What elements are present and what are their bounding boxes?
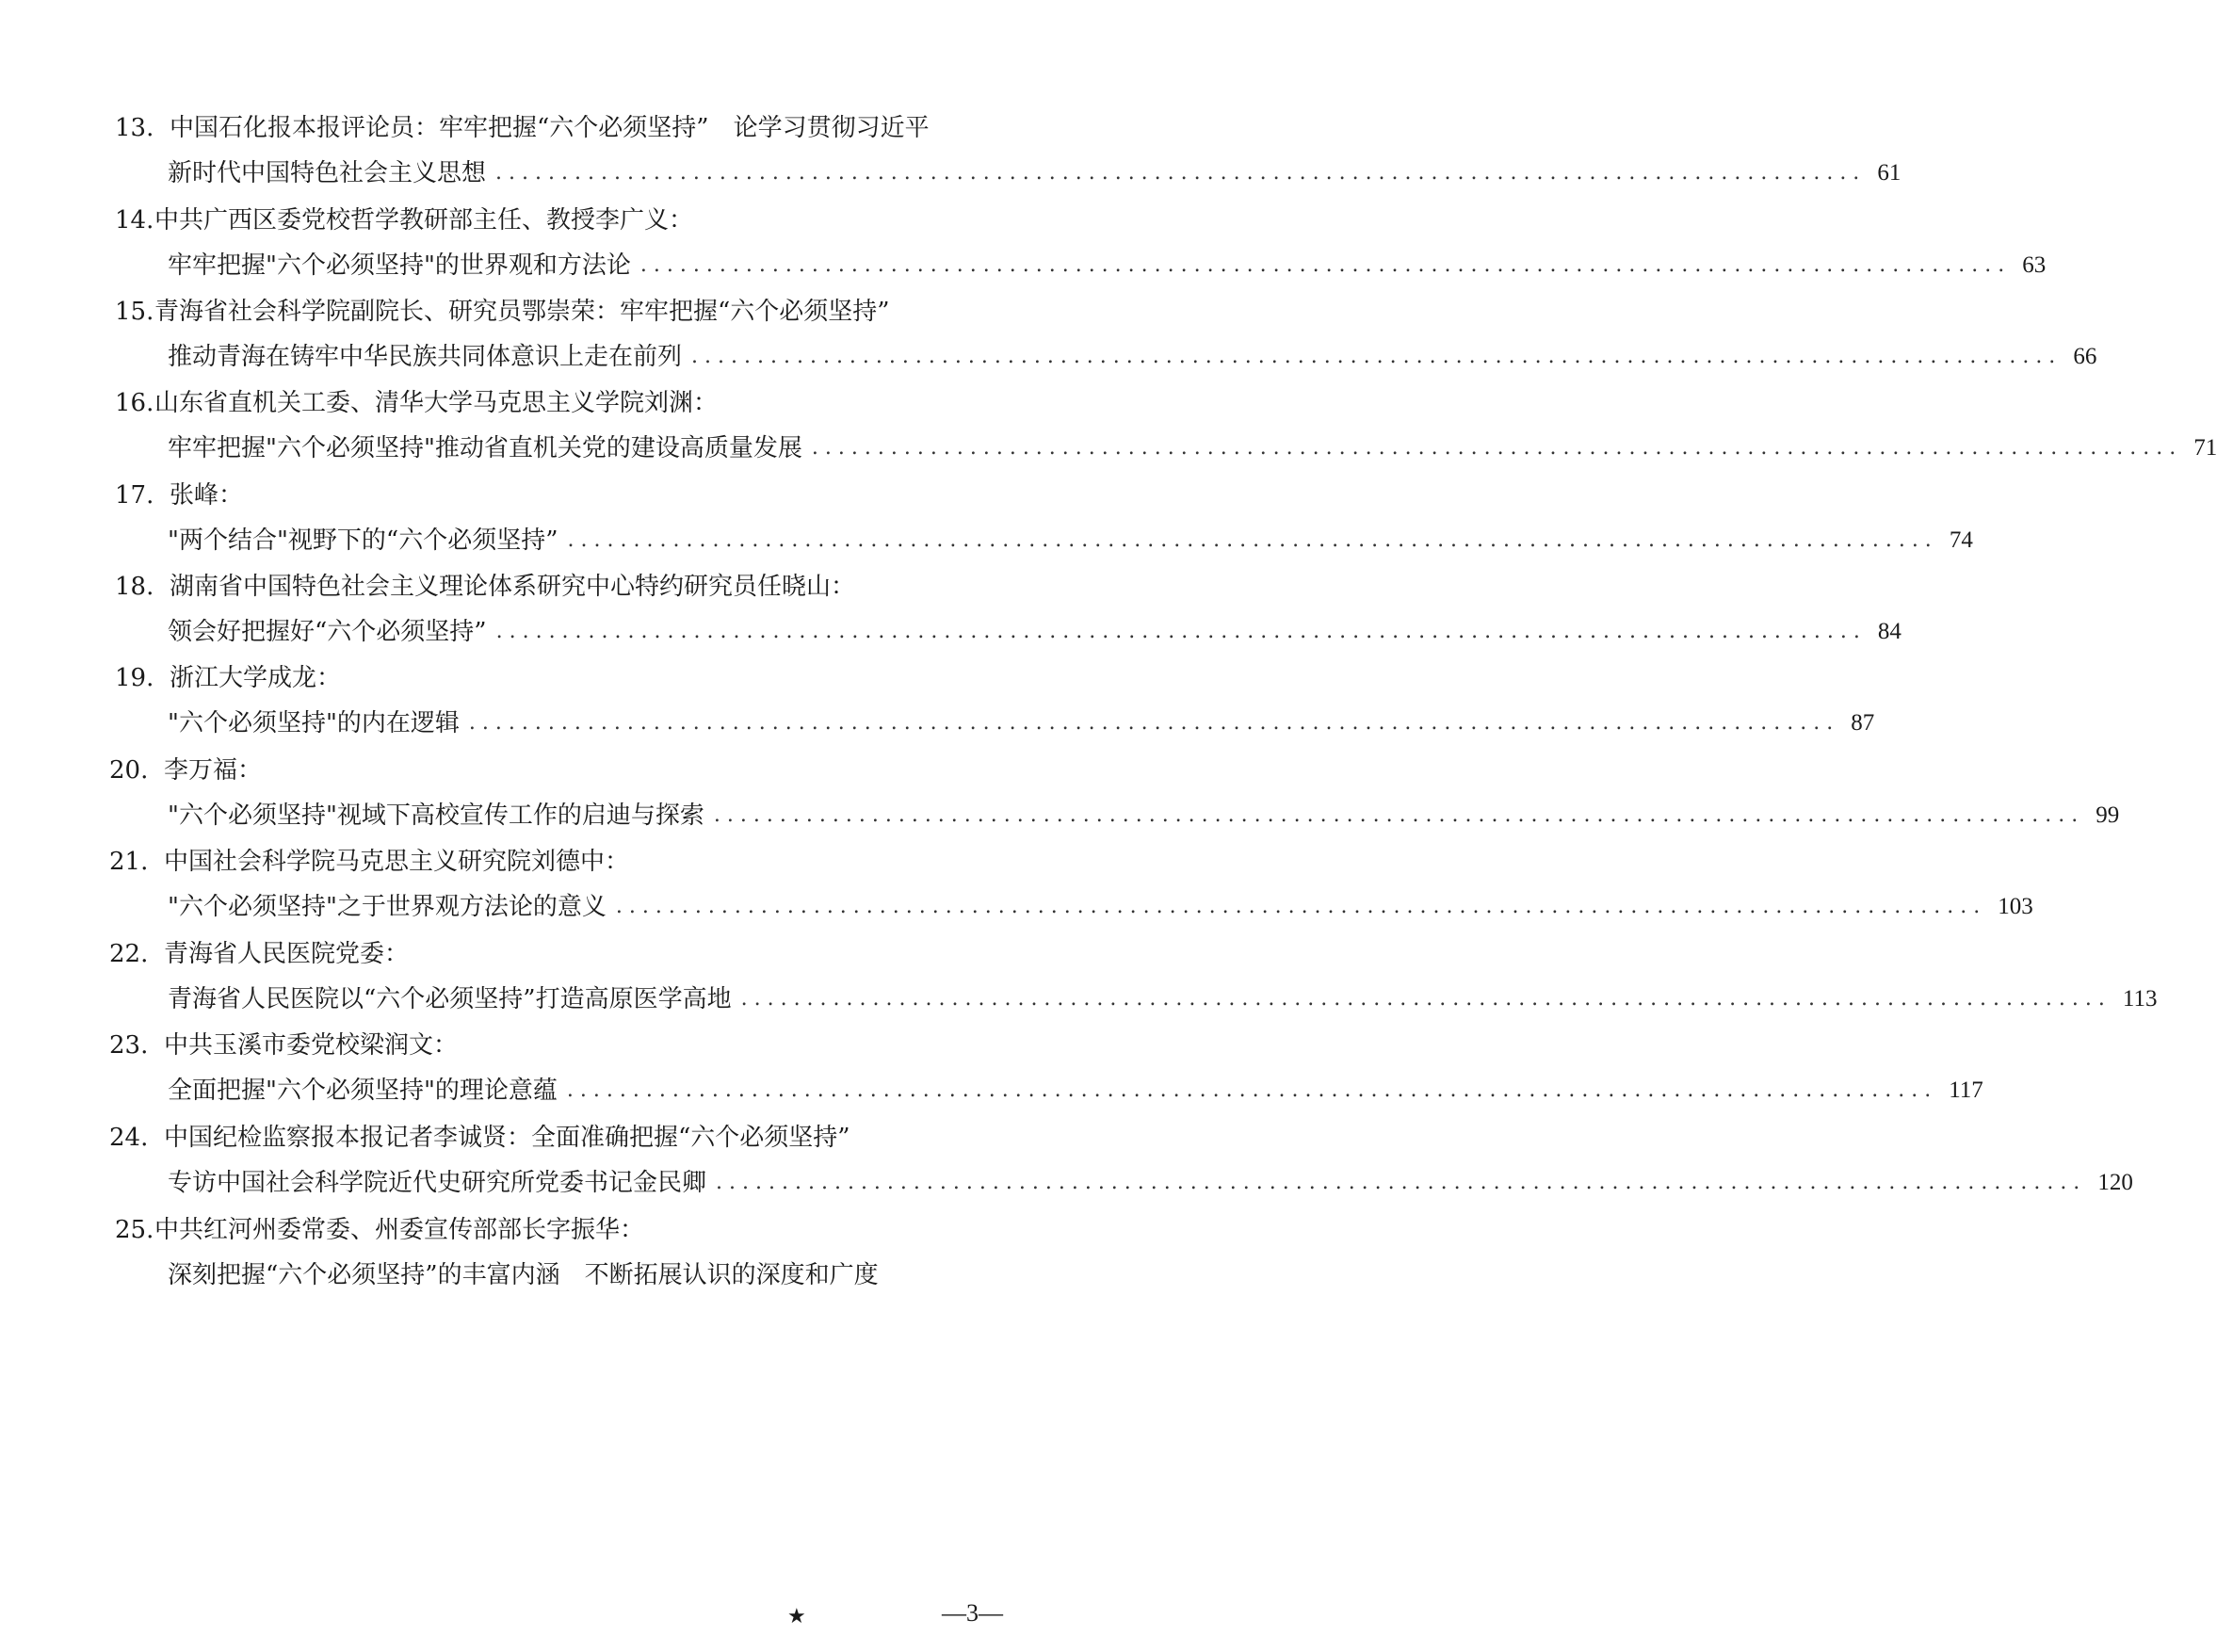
entry-author: 中国石化报本报评论员：牢牢把握“六个必须坚持” 论学习贯彻习近平 — [170, 114, 930, 142]
toc-entry-16-title[interactable] — [168, 429, 2217, 467]
entry-title: 专访中国社会科学院近代史研究所党委书记金民卿 — [168, 1169, 707, 1197]
page-number: —3— — [942, 1599, 1003, 1627]
toc-entry-17-title[interactable] — [168, 522, 1973, 559]
dot-leader: ........................................................................................................ — [566, 1078, 1938, 1102]
toc-entry-13-heading — [115, 109, 1057, 147]
entry-page-number: 61 — [1877, 160, 1901, 186]
toc-entry-23-title[interactable] — [168, 1072, 1983, 1109]
entry-number: 18. — [115, 573, 154, 601]
entry-number: 20. — [109, 756, 149, 785]
toc-entry-20-title[interactable] — [168, 797, 2120, 834]
entry-page-number: 63 — [2022, 252, 2047, 278]
toc-entry-19-title[interactable] — [168, 705, 1875, 742]
entry-number: 14. — [115, 206, 154, 235]
entry-title: 牢牢把握"六个必须坚持"的世界观和方法论 — [168, 251, 631, 280]
entry-title: 青海省人民医院以“六个必须坚持”打造高原医学高地 — [168, 985, 732, 1013]
entry-number: 22. — [109, 940, 149, 968]
dot-leader: ........................................................................................................ — [740, 987, 2112, 1011]
entry-title: 全面把握"六个必须坚持"的理论意蕴 — [168, 1077, 558, 1105]
dot-leader: ........................................................................................................ — [716, 1171, 2087, 1194]
entry-author: 山东省直机关工委、清华大学马克思主义学院刘渊： — [154, 389, 719, 417]
entry-number: 15. — [115, 298, 154, 326]
entry-number: 16. — [115, 389, 154, 417]
entry-page-number: 74 — [1949, 527, 1973, 553]
toc-entry-18-title[interactable] — [168, 613, 1901, 651]
toc-entry-25-heading — [115, 1211, 1057, 1249]
entry-number: 13. — [115, 114, 154, 142]
entry-number: 19. — [115, 664, 154, 692]
star-icon: ★ — [787, 1605, 806, 1628]
entry-author: 中国纪检监察报本报记者李诚贤：全面准确把握“六个必须坚持” — [164, 1124, 850, 1152]
toc-entry-14-heading — [115, 202, 1057, 239]
toc-entry-24-heading — [109, 1119, 1051, 1157]
entry-author: 浙江大学成龙： — [170, 664, 342, 692]
dot-leader: ........................................................................................................ — [468, 711, 1840, 735]
entry-title: "六个必须坚持"的内在逻辑 — [168, 709, 460, 737]
entry-page-number: 117 — [1949, 1077, 1983, 1103]
entry-page-number: 99 — [2096, 802, 2120, 828]
entry-author: 中国社会科学院马克思主义研究院刘德中： — [164, 848, 630, 876]
entry-title: 推动青海在铸牢中华民族共同体意识上走在前列 — [168, 343, 683, 371]
entry-title: "六个必须坚持"视域下高校宣传工作的启迪与探索 — [168, 802, 704, 830]
toc-entry-16-heading — [115, 384, 1057, 422]
entry-title: 深刻把握“六个必须坚持”的丰富内涵 不断拓展认识的深度和广度 — [168, 1261, 879, 1289]
entry-author: 中共广西区委党校哲学教研部主任、教授李广义： — [154, 206, 694, 235]
toc-entry-21-heading — [109, 843, 1051, 881]
dot-leader: ........................................................................................................ — [639, 253, 2012, 277]
toc-entry-22-heading — [109, 935, 1051, 973]
entry-number: 25. — [115, 1216, 154, 1244]
entry-title: "六个必须坚持"之于世界观方法论的意义 — [168, 893, 607, 921]
dot-leader: ........................................................................................................ — [615, 895, 1987, 918]
entry-title: 新时代中国特色社会主义思想 — [168, 159, 487, 187]
toc-entry-20-heading — [109, 752, 1051, 789]
entry-number: 23. — [109, 1031, 149, 1060]
entry-title: 领会好把握好“六个必须坚持” — [168, 618, 487, 646]
entry-number: 21. — [109, 848, 149, 876]
dot-leader: ........................................................................................................ — [811, 436, 2183, 460]
dot-leader: ........................................................................................................ — [691, 345, 2063, 368]
entry-page-number: 66 — [2073, 344, 2097, 369]
toc-entry-18-heading — [115, 568, 1057, 606]
entry-author: 青海省人民医院党委： — [164, 940, 410, 968]
entry-author: 中共玉溪市委党校梁润文： — [164, 1031, 459, 1060]
dot-leader: ........................................................................................................ — [713, 803, 2085, 827]
toc-entry-17-heading — [115, 477, 1057, 514]
entry-author: 青海省社会科学院副院长、研究员鄂崇荣：牢牢把握“六个必须坚持” — [154, 298, 890, 326]
toc-entry-24-title[interactable] — [168, 1164, 2133, 1202]
entry-title: "两个结合"视野下的“六个必须坚持” — [168, 526, 558, 555]
entry-page-number: 71 — [2193, 435, 2217, 461]
toc-entry-23-heading — [109, 1027, 1051, 1064]
toc-entry-22-title[interactable] — [168, 980, 2158, 1018]
toc-entry-13-title[interactable] — [168, 154, 1901, 192]
entry-page-number: 84 — [1877, 619, 1901, 644]
toc-entry-21-title[interactable] — [168, 888, 2033, 926]
entry-number: 24. — [109, 1124, 149, 1152]
toc-entry-19-heading — [115, 659, 1057, 697]
entry-author: 中共红河州委常委、州委宣传部部长字振华： — [154, 1216, 645, 1244]
toc-entry-14-title[interactable] — [168, 247, 2047, 284]
toc-entry-15-heading — [115, 293, 1057, 331]
dot-leader: ........................................................................................................ — [567, 528, 1938, 552]
entry-page-number: 87 — [1851, 710, 1875, 736]
entry-author: 湖南省中国特色社会主义理论体系研究中心特约研究员任晓山： — [170, 573, 856, 601]
entry-page-number: 103 — [1998, 894, 2033, 919]
entry-author: 张峰： — [170, 481, 244, 510]
entry-number: 17. — [115, 481, 154, 510]
entry-title: 牢牢把握"六个必须坚持"推动省直机关党的建设高质量发展 — [168, 434, 802, 462]
toc-entry-15-title[interactable] — [168, 338, 2097, 376]
entry-page-number: 113 — [2122, 986, 2158, 1012]
entry-author: 李万福： — [164, 756, 263, 785]
dot-leader: ........................................................................................................ — [495, 620, 1867, 643]
dot-leader: ........................................................................................................ — [495, 161, 1867, 185]
entry-page-number: 120 — [2097, 1170, 2133, 1195]
toc-entry-25-title[interactable] — [168, 1256, 1050, 1294]
